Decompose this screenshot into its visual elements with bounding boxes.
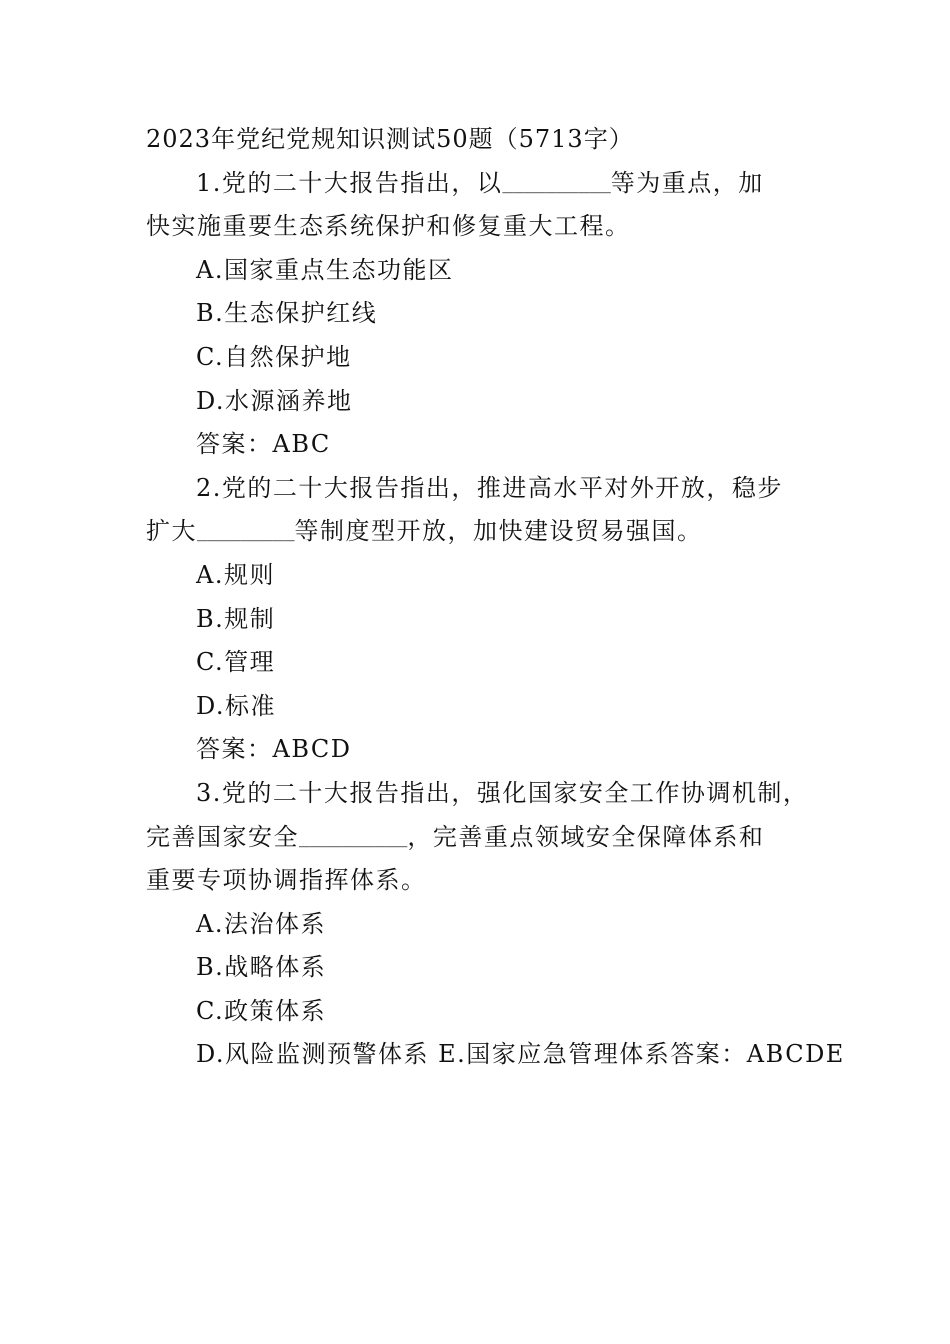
question-2-answer: 答案：ABCD <box>196 735 352 764</box>
question-2-option-b: B.规制 <box>196 604 276 633</box>
question-1-stem-text: 1.党的二十大报告指出，以 <box>196 168 503 197</box>
question-2-stem-text-after: 等制度型开放，加快建设贸易强国。 <box>294 517 703 546</box>
question-1-option-b: B.生态保护红线 <box>196 299 378 328</box>
question-3-option-a: A.法治体系 <box>196 909 326 938</box>
question-2-blank: _________ <box>197 521 295 543</box>
question-2-stem-line-1: 2.党的二十大报告指出，推进高水平对外开放，稳步 <box>196 473 783 502</box>
question-2-stem-text: 扩大 <box>146 517 197 546</box>
question-1-option-c: C.自然保护地 <box>196 342 352 371</box>
document-title: 2023年党纪党规知识测试50题（5713字） <box>146 125 634 153</box>
question-1-stem-line-2: 快实施重要生态系统保护和修复重大工程。 <box>146 212 631 241</box>
question-3-stem-line-1: 3.党的二十大报告指出，强化国家安全工作协调机制， <box>196 778 809 807</box>
question-1-option-a: A.国家重点生态功能区 <box>196 255 454 284</box>
question-3-option-b: B.战略体系 <box>196 953 327 982</box>
question-3-option-d-e-answer: D.风险监测预警体系 E.国家应急管理体系答案：ABCDE <box>196 1040 845 1069</box>
question-1-option-d: D.水源涵养地 <box>196 386 353 415</box>
question-1-stem-text-after: 等为重点，加 <box>610 168 764 197</box>
question-3-stem-line-2 <box>146 816 816 860</box>
question-2-option-d: D.标准 <box>196 691 277 720</box>
question-3-stem-text: 完善国家安全 <box>146 822 299 851</box>
question-2-option-a: A.规则 <box>196 560 275 589</box>
question-1-answer: 答案：ABC <box>196 430 331 459</box>
question-2-stem-line-2 <box>146 510 816 554</box>
question-1-stem-line-1 <box>146 162 816 206</box>
question-2-option-c: C.管理 <box>196 648 276 677</box>
question-1-blank: __________ <box>502 172 611 194</box>
question-3-stem-text-after: ，完善重点领域安全保障体系和 <box>407 822 765 851</box>
question-3-stem-line-3: 重要专项协调指挥体系。 <box>146 866 427 895</box>
question-3-option-c: C.政策体系 <box>196 996 327 1025</box>
question-3-blank: __________ <box>299 826 408 848</box>
document-body <box>146 118 845 1077</box>
